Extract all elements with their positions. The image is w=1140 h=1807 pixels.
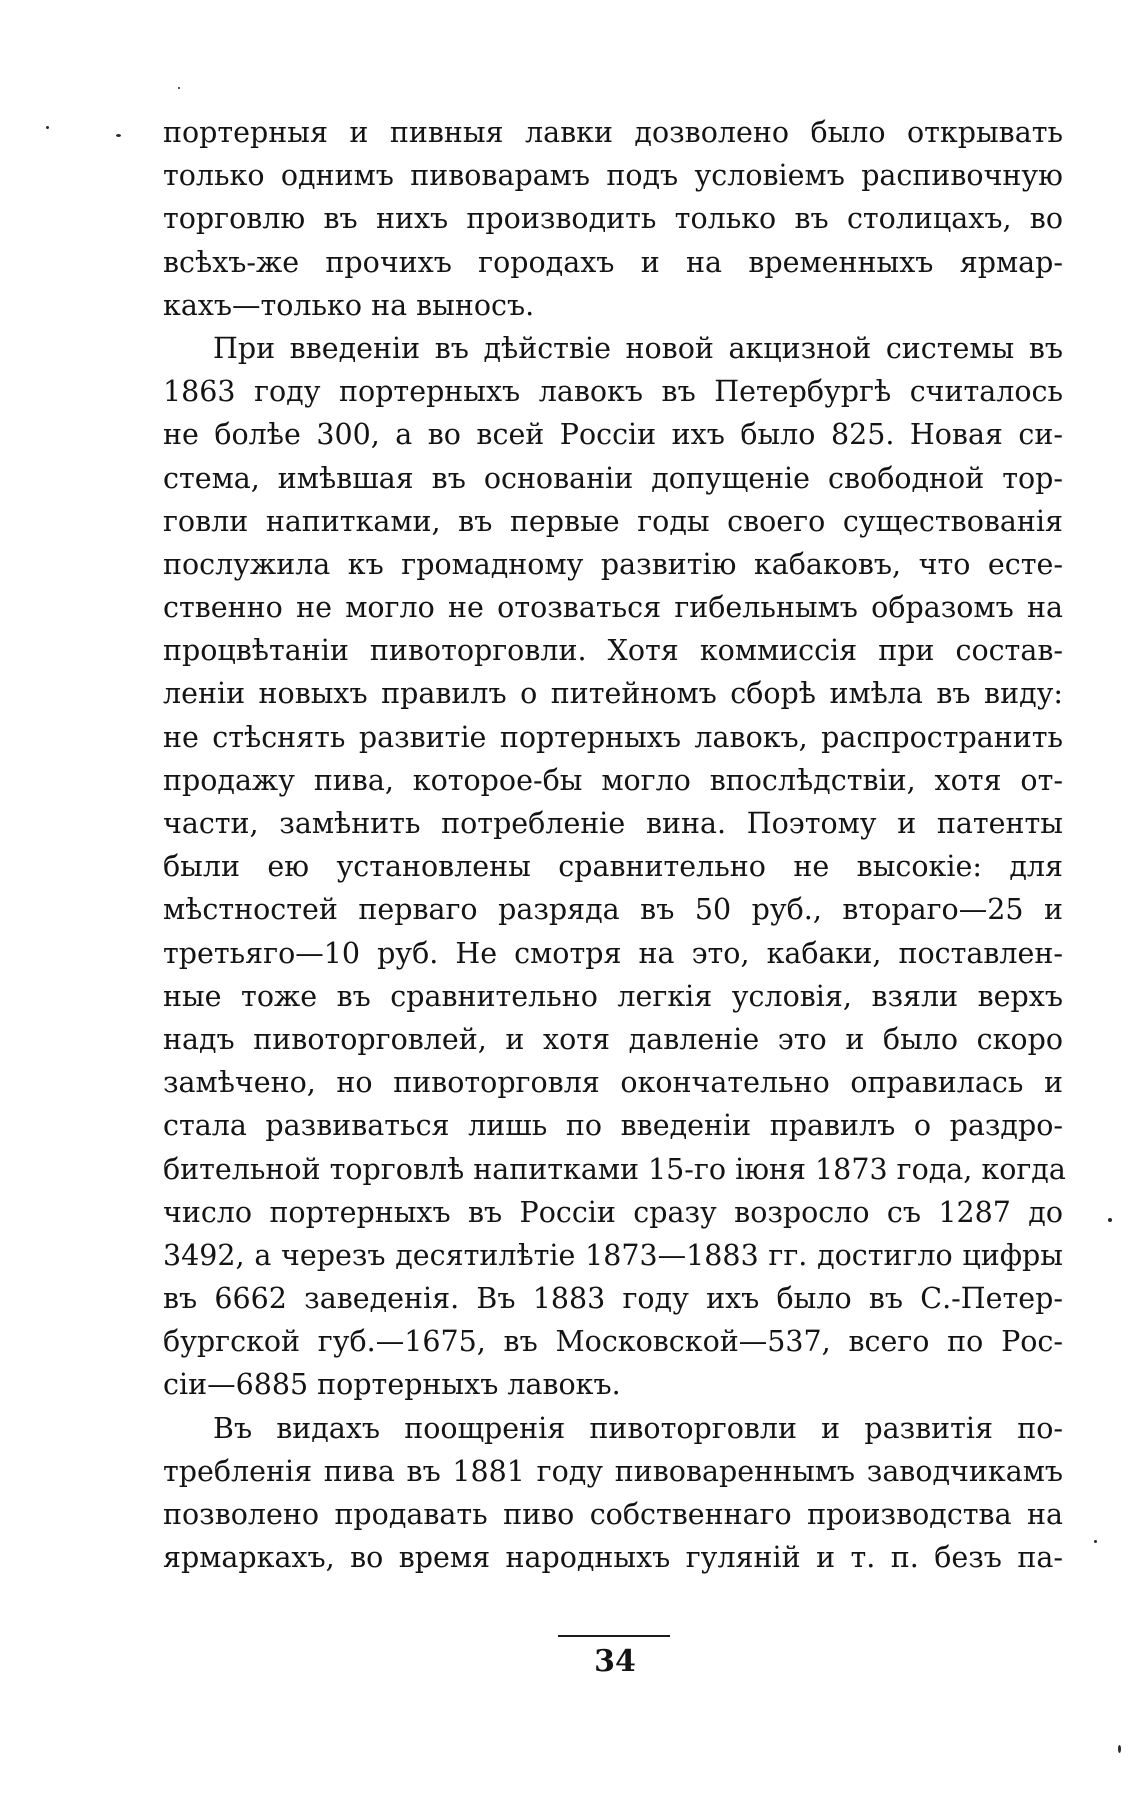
text-line: число портерныхъ въ Россіи сразу возросло съ 1287 до — [163, 1195, 1063, 1229]
text-line: въ 6662 заведенія. Въ 1883 году ихъ было въ С.-Петер- — [163, 1282, 1063, 1316]
scan-speck — [1118, 1745, 1121, 1753]
paragraph-1 — [163, 111, 1063, 327]
text-line: бургской губ.—1675, въ Московской—537, всего по Рос- — [163, 1325, 1063, 1359]
text-line: стема, имѣвшая въ основаніи допущеніе свободной тор- — [163, 461, 1063, 495]
text-line: продажу пива, которое-бы могло впослѣдствіи, хотя от- — [163, 763, 1063, 797]
page-number: 34 — [594, 1644, 636, 1679]
text-line: портерныя и пивныя лавки дозволено было открывать — [163, 116, 1063, 149]
text-line: леніи новыхъ правилъ о питейномъ сборѣ имѣла въ виду: — [163, 677, 1063, 711]
text-line: кахъ—только на выносъ. — [163, 288, 535, 322]
text-line: процвѣтаніи пивоторговли. Хотя коммиссія при состав- — [163, 634, 1063, 668]
text-line: сіи—6885 портерныхъ лавокъ. — [163, 1368, 621, 1402]
scan-speck — [116, 134, 121, 137]
text-line: не стѣснять развитіе портерныхъ лавокъ, распространить — [163, 720, 1063, 754]
text-line: замѣчено, но пивоторговля окончательно оправилась и — [163, 1066, 1063, 1100]
text-line: ные тоже въ сравнительно легкія условія, взяли верхъ — [163, 979, 1063, 1013]
text-line: надъ пивоторговлей, и хотя давленіе это и было скоро — [163, 1022, 1063, 1056]
paragraph-2 — [163, 327, 1066, 1407]
text-line: ственно не могло не отозваться гибельнымъ образомъ на — [163, 591, 1063, 625]
scan-speck — [1108, 1218, 1112, 1222]
page-number-rule — [558, 1635, 670, 1637]
scan-speck — [178, 87, 180, 89]
text-line: 1863 году портерныхъ лавокъ въ Петербургѣ считалось — [163, 375, 1063, 409]
text-line: ярмаркахъ, во время народныхъ гуляній и т. п. безъ па- — [163, 1541, 1063, 1575]
scan-speck — [46, 126, 49, 129]
paragraph-3 — [163, 1407, 1063, 1580]
text-line: говли напитками, въ первые годы своего существованія — [163, 504, 1063, 538]
text-line: мѣстностей перваго разряда въ 50 руб., втораго—25 и — [163, 893, 1063, 927]
text-line: третьяго—10 руб. Не смотря на это, кабаки, поставлен- — [163, 936, 1063, 970]
text-line: не болѣе 300, а во всей Россіи ихъ было 825. Новая си- — [163, 418, 1063, 452]
text-line: послужила къ громадному развитію кабаковъ, что есте- — [163, 547, 1063, 581]
text-line: При введеніи въ дѣйствіе новой акцизной системы въ — [213, 331, 1063, 365]
scan-speck — [1094, 1540, 1097, 1543]
text-line: части, замѣнить потребленіе вина. Поэтому и патенты — [163, 807, 1063, 840]
text-line: только однимъ пивоварамъ подъ условіемъ распивочную — [163, 159, 1063, 193]
text-block — [163, 111, 1066, 1579]
text-line: позволено продавать пиво собственнаго производства на — [163, 1498, 1063, 1531]
text-line: 3492, а черезъ десятилѣтіе 1873—1883 гг. достигло цифры — [163, 1238, 1063, 1272]
text-line: торговлю въ нихъ производить только въ столицахъ, во — [163, 202, 1063, 236]
text-line: были ею установлены сравнительно не высокіе: для — [163, 850, 1063, 884]
text-line: всѣхъ-же прочихъ городахъ и на временныхъ ярмар- — [163, 245, 1063, 279]
text-line: стала развиваться лишь по введеніи правилъ о раздро- — [163, 1109, 1063, 1143]
text-line: бительной торговлѣ напитками 15-го іюня 1873 года, когда — [163, 1152, 1066, 1186]
text-line: Въ видахъ поощренія пивоторговли и развитія по- — [213, 1411, 1063, 1445]
text-line: требленія пива въ 1881 году пивовареннымъ заводчикамъ — [163, 1454, 1063, 1488]
